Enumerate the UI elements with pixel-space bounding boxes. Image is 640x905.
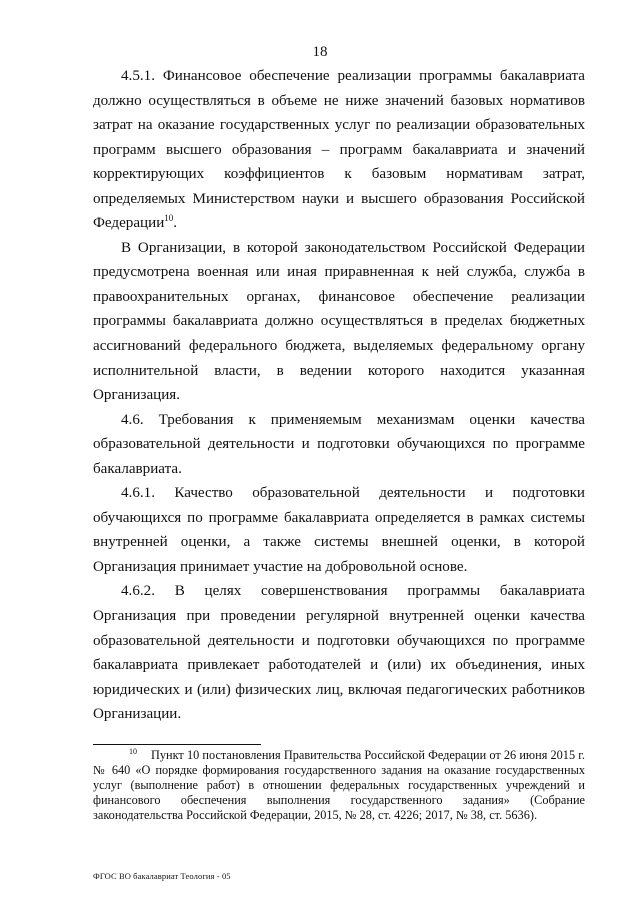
paragraph-4-6-1: 4.6.1. Качество образовательной деятельности и подготовки обучающихся по программе бакалавриата определяется в рамках системы внутренней оценки, а также системы внешней оценки, в которой Организация принимает участие на добровольной основе. [93, 485, 585, 575]
footnote-reference[interactable]: 10 [164, 213, 174, 224]
paragraph-text: 4.5.1. Финансовое обеспечение реализации программы бакалавриата должно осуществляться в объеме не ниже значений базовых нормативов затрат на оказание государственных услуг по реализации образовательных программ высшего образования – программ бакалавриата и значений корректирующих коэффициентов к базовым нормативам затрат, определяемых Министерством науки и высшего образования Российской Федерации [93, 68, 585, 232]
paragraph-organization: В Организации, в которой законодательством Российской Федерации предусмотрена военная или иная приравненная к ней служба, служба в правоохранительных органах, финансовое обеспечение реализации программы бакалавриата должно осуществляться в пределах бюджетных ассигнований федерального бюджета, выделяемых федеральному органу исполнительной власти, в ведении которого находится указанная Организация. [93, 239, 585, 404]
footnote-marker: 10 [129, 747, 137, 756]
document-code-label: ФГОС ВО бакалавриат Теология - 05 [93, 871, 231, 881]
footnote [93, 748, 585, 823]
paragraph-4-5-1 [93, 64, 585, 236]
page-number: 18 [312, 44, 328, 60]
paragraph-end: . [173, 215, 178, 232]
footnote-separator [93, 744, 261, 745]
paragraph-4-6-2: 4.6.2. В целях совершенствования программы бакалавриата Организация при проведении регулярной внутренней оценки качества образовательной деятельности и подготовки обучающихся по программе бакалавриата привлекает работодателей и (или) их объединения, иных юридических и (или) физических лиц, включая педагогических работников Организации. [93, 583, 585, 723]
body-text [93, 64, 585, 727]
footnote-text: Пункт 10 постановления Правительства Российской Федерации от 26 июня 2015 г. № 640 «О порядке формирования государственного задания на оказание государственных услуг (выполнение работ) в отношении федеральных государственных учреждений и финансового обеспечения выполнения государственного задания» (Собрание законодательства Российской Федерации, 2015, № 28, ст. 4226; 2017, № 38, ст. 5636). [93, 748, 585, 822]
paragraph-4-6: 4.6. Требования к применяемым механизмам оценки качества образовательной деятельности и подготовки обучающихся по программе бакалавриата. [93, 411, 585, 477]
